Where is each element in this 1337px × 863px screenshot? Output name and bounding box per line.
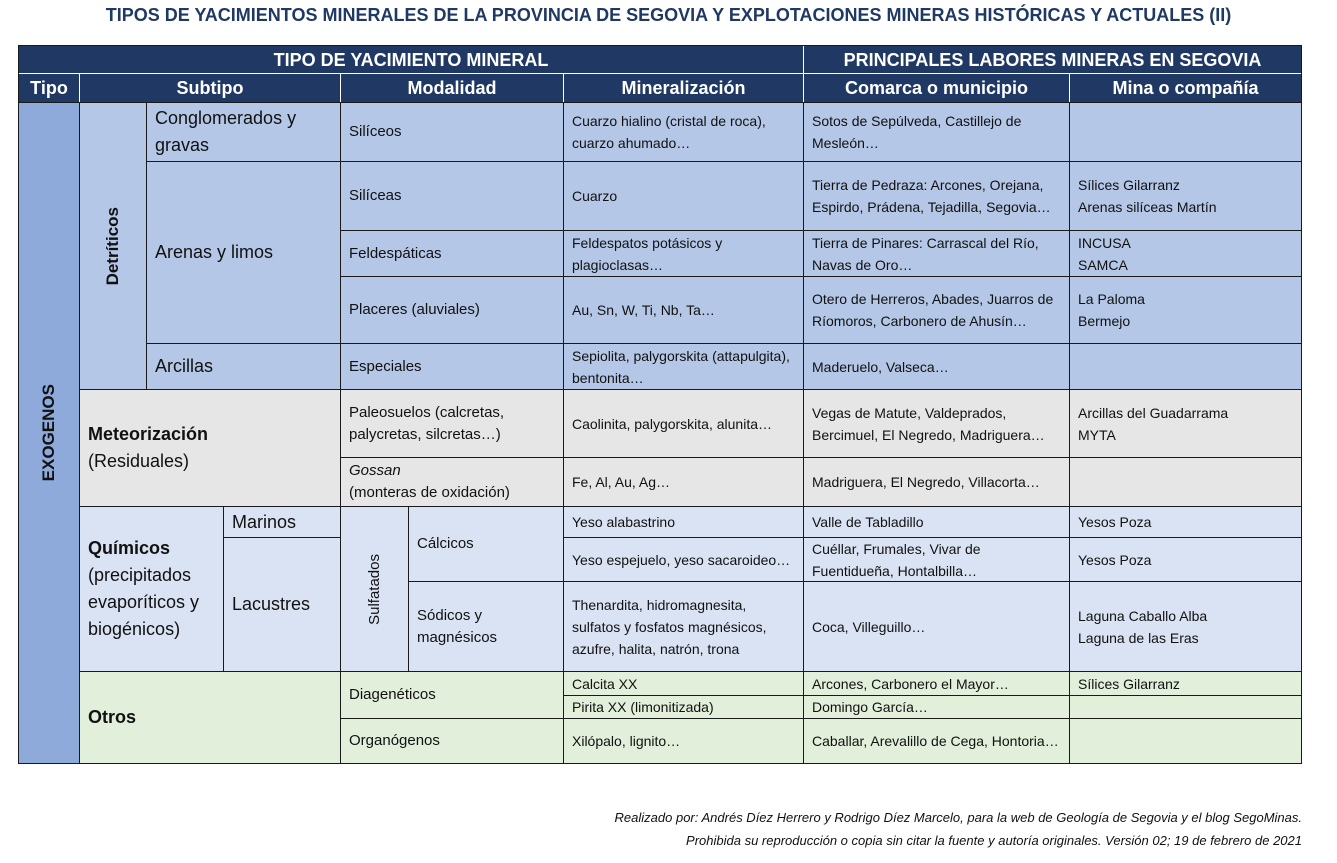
subtipo-quimicos xyxy=(79,506,224,672)
modalidad-cell: Paleosuelos (calcretas, palycretas, silcretas…) xyxy=(340,389,564,458)
subtipo-marinos: Marinos xyxy=(223,506,341,538)
gossan-sublabel: (monteras de oxidación) xyxy=(349,484,510,501)
mina-cell: La Paloma Bermejo xyxy=(1069,276,1302,344)
comarca-cell: Caballar, Arevalillo de Cega, Hontoria… xyxy=(803,718,1070,764)
mina-cell xyxy=(1069,343,1302,390)
mina-cell: Yesos Poza xyxy=(1069,537,1302,582)
mineralizacion-cell: Fe, Al, Au, Ag… xyxy=(563,457,804,507)
mina-cell: Sílices Gilarranz Arenas silíceas Martín xyxy=(1069,161,1302,231)
meteorizacion-label: Meteorización xyxy=(88,424,209,444)
mineralizacion-cell: Calcita XX xyxy=(563,671,804,696)
modalidad-cell: Feldespáticas xyxy=(340,230,564,277)
mina-cell xyxy=(1069,695,1302,719)
comarca-cell: Otero de Herreros, Abades, Juarros de Ríomoros, Carbonero de Ahusín… xyxy=(803,276,1070,344)
credits-copyright: Prohibida su reproducción o copia sin citar la fuente y autoría originales. Versión 02; 19 de febrero de 2021 xyxy=(686,833,1302,848)
credits xyxy=(615,806,1302,852)
subtipo-otros: Otros xyxy=(79,671,341,764)
subtipo-arenas: Arenas y limos xyxy=(146,161,341,344)
comarca-cell: Coca, Villeguillo… xyxy=(803,581,1070,672)
column-header-mina: Mina o compañía xyxy=(1069,73,1302,103)
subtipo-lacustres: Lacustres xyxy=(223,537,341,672)
mineralizacion-cell: Cuarzo xyxy=(563,161,804,231)
subtipo-detriticos: Detríticos xyxy=(79,102,147,390)
modalidad-organogenos: Organógenos xyxy=(340,718,564,764)
mina-cell xyxy=(1069,102,1302,162)
comarca-cell: Domingo García… xyxy=(803,695,1070,719)
modalidad-cell: Silíceos xyxy=(340,102,564,162)
mina-cell: Sílices Gilarranz xyxy=(1069,671,1302,696)
modalidad-diageneticos: Diagenéticos xyxy=(340,671,564,719)
column-header-subtipo: Subtipo xyxy=(79,73,341,103)
mina-cell: Arcillas del Guadarrama MYTA xyxy=(1069,389,1302,458)
mina-cell xyxy=(1069,718,1302,764)
tipo-cell xyxy=(18,102,80,764)
comarca-cell: Tierra de Pedraza: Arcones, Orejana, Espirdo, Prádena, Tejadilla, Segovia… xyxy=(803,161,1070,231)
subtipo-conglomerados: Conglomerados y gravas xyxy=(146,102,341,162)
meteorizacion-sublabel: (Residuales) xyxy=(88,451,190,471)
comarca-cell: Arcones, Carbonero el Mayor… xyxy=(803,671,1070,696)
column-header-mineralizacion: Mineralización xyxy=(563,73,804,103)
mineralizacion-cell: Au, Sn, W, Ti, Nb, Ta… xyxy=(563,276,804,344)
quimicos-label: Químicos xyxy=(88,538,171,558)
mineralizacion-cell: Feldespatos potásicos y plagioclasas… xyxy=(563,230,804,277)
mina-cell: Laguna Caballo Alba Laguna de las Eras xyxy=(1069,581,1302,672)
comarca-cell: Sotos de Sepúlveda, Castillejo de Mesleón… xyxy=(803,102,1070,162)
modalidad-cell: Silíceas xyxy=(340,161,564,231)
column-header-comarca: Comarca o municipio xyxy=(803,73,1070,103)
comarca-cell: Tierra de Pinares: Carrascal del Río, Navas de Oro… xyxy=(803,230,1070,277)
mineralizacion-cell: Caolinita, palygorskita, alunita… xyxy=(563,389,804,458)
modalidad-cell: Placeres (aluviales) xyxy=(340,276,564,344)
comarca-cell: Valle de Tabladillo xyxy=(803,506,1070,538)
page-title: TIPOS DE YACIMIENTOS MINERALES DE LA PROVINCIA DE SEGOVIA Y EXPLOTACIONES MINERAS HISTÓRICAS Y ACTUALES (II) xyxy=(105,5,1232,25)
gossan-label: Gossan xyxy=(349,462,401,479)
mina-cell xyxy=(1069,457,1302,507)
header-group-labores: PRINCIPALES LABORES MINERAS EN SEGOVIA xyxy=(803,45,1302,74)
mineralizacion-cell: Xilópalo, lignito… xyxy=(563,718,804,764)
mina-cell: INCUSA SAMCA xyxy=(1069,230,1302,277)
tipo-exogenos-label: EXOGENOS xyxy=(39,384,58,482)
comarca-cell: Cuéllar, Frumales, Vivar de Fuentidueña, Hontalbilla… xyxy=(803,537,1070,582)
modalidad-calcicos: Cálcicos xyxy=(408,506,564,582)
credits-authors: Realizado por: Andrés Díez Herrero y Rodrigo Díez Marcelo, para la web de Geología de Segovia y el blog SegoMinas. xyxy=(614,810,1302,825)
comarca-cell: Maderuelo, Valseca… xyxy=(803,343,1070,390)
mina-cell: Yesos Poza xyxy=(1069,506,1302,538)
modalidad-cell xyxy=(340,457,564,507)
modalidad-sodicos: Sódicos y magnésicos xyxy=(408,581,564,672)
mineralizacion-cell: Yeso espejuelo, yeso sacaroideo… xyxy=(563,537,804,582)
column-header-modalidad: Modalidad xyxy=(340,73,564,103)
header-group-tipo-yacimiento: TIPO DE YACIMIENTO MINERAL xyxy=(18,45,804,74)
modalidad-sulfatados: Sulfatados xyxy=(340,506,409,672)
comarca-cell: Madriguera, El Negredo, Villacorta… xyxy=(803,457,1070,507)
comarca-cell: Vegas de Matute, Valdeprados, Bercimuel, El Negredo, Madriguera… xyxy=(803,389,1070,458)
quimicos-sublabel: (precipitados evaporíticos y biogénicos) xyxy=(88,565,200,639)
mineralizacion-cell: Pirita XX (limonitizada) xyxy=(563,695,804,719)
column-header-tipo: Tipo xyxy=(18,73,80,103)
mineralizacion-cell: Cuarzo hialino (cristal de roca), cuarzo ahumado… xyxy=(563,102,804,162)
mineralizacion-cell: Thenardita, hidromagnesita, sulfatos y fosfatos magnésicos, azufre, halita, natrón, trona xyxy=(563,581,804,672)
modalidad-cell: Especiales xyxy=(340,343,564,390)
subtipo-arcillas: Arcillas xyxy=(146,343,341,390)
mineralizacion-cell: Sepiolita, palygorskita (attapulgita), bentonita… xyxy=(563,343,804,390)
mineralizacion-cell: Yeso alabastrino xyxy=(563,506,804,538)
subtipo-meteorizacion xyxy=(79,389,341,507)
